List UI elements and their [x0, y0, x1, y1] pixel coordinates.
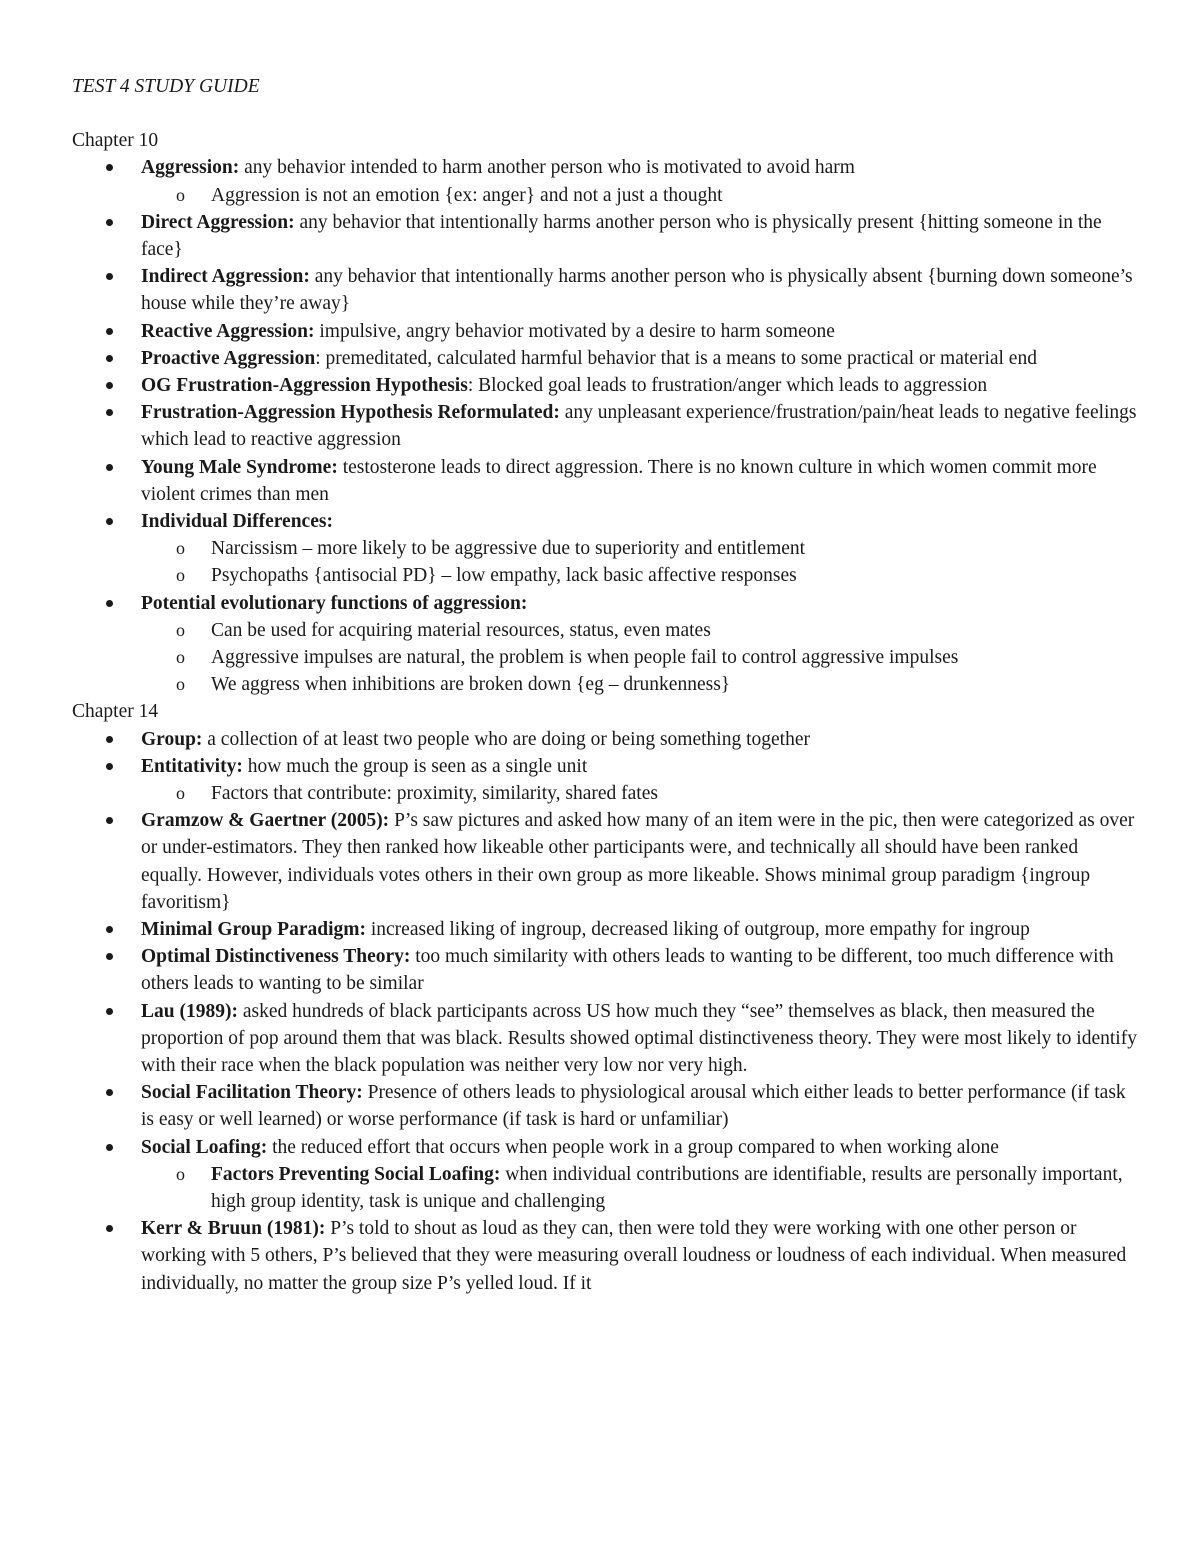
bullet-icon: [106, 273, 113, 280]
term-definition: increased liking of ingroup, decreased liking of outgroup, more empathy for ingroup: [365, 919, 1030, 941]
sub-item-text: Psychopaths {antisocial PD} – low empathy, lack basic affective responses: [211, 565, 797, 587]
bullet-icon: [106, 736, 113, 743]
circle-bullet-icon: o: [176, 184, 185, 205]
sub-item: [176, 617, 1140, 644]
term-definition: asked hundreds of black participants across US how much they “see” themselves as black, then measured the proportion of pop around them that was black. Results showed optimal distinctiveness theory. They were most likely to identify with their race when the black population was neither very low nor very high.: [141, 1000, 1137, 1077]
bullet-item: [141, 753, 1140, 807]
bullet-icon: [106, 817, 113, 824]
sub-list: [141, 1161, 1140, 1215]
sub-item-text: We aggress when inhibitions are broken down {eg – drunkenness}: [211, 674, 731, 696]
sub-item-text: when individual contributions are identifiable, results are personally important, high group identity, task is unique and challenging: [211, 1163, 1123, 1213]
bullet-icon: [106, 164, 113, 171]
bullet-icon: [106, 926, 113, 933]
sub-list: [141, 182, 1140, 209]
circle-bullet-icon: o: [176, 619, 185, 640]
bullet-item: [141, 1079, 1140, 1133]
term-label: Social Facilitation Theory:: [141, 1082, 363, 1104]
term-label: Indirect Aggression:: [141, 266, 310, 288]
bullet-icon: [106, 1008, 113, 1015]
sub-item-text: Aggression is not an emotion {ex: anger} and not a just a thought: [211, 184, 723, 206]
term-definition: any behavior that intentionally harms another person who is physically present {hitting someone in the face}: [141, 211, 1102, 260]
bullet-icon: [106, 1144, 113, 1151]
bullet-item: [141, 943, 1140, 997]
bullet-item: [141, 372, 1140, 399]
term-label: Proactive Aggression: [141, 347, 316, 369]
bullet-icon: [106, 953, 113, 960]
bullet-item: [141, 807, 1140, 916]
bullet-list: [72, 154, 1140, 698]
term-definition: : premeditated, calculated harmful behavior that is a means to some practical or material end: [315, 347, 1037, 369]
term-label: Individual Differences:: [141, 511, 333, 533]
chapter-heading: Chapter 14: [72, 701, 159, 723]
bullet-item: [141, 454, 1140, 508]
bullet-item: [141, 1215, 1140, 1297]
bullet-item: [141, 399, 1140, 453]
bullet-icon: [106, 1089, 113, 1096]
bullet-icon: [106, 518, 113, 525]
sub-item-text: Can be used for acquiring material resources, status, even mates: [211, 619, 711, 641]
sub-item: [176, 644, 1140, 671]
bullet-item: [141, 916, 1140, 943]
circle-bullet-icon: o: [176, 1163, 185, 1184]
bullet-item: [141, 590, 1140, 699]
sub-list: [141, 617, 1140, 699]
sub-item: [176, 182, 1140, 209]
sub-item: [176, 562, 1140, 589]
bullet-icon: [106, 1225, 113, 1232]
circle-bullet-icon: o: [176, 674, 185, 695]
bullet-icon: [106, 382, 113, 389]
sub-item-text: Aggressive impulses are natural, the problem is when people fail to control aggressive impulses: [211, 647, 959, 669]
bullet-icon: [106, 409, 113, 416]
term-label: Group:: [141, 728, 203, 750]
term-label: Minimal Group Paradigm:: [141, 919, 366, 941]
document-title: TEST 4 STUDY GUIDE: [72, 76, 260, 97]
bullet-icon: [106, 763, 113, 770]
bullet-item: [141, 726, 1140, 753]
term-definition: too much similarity with others leads to wanting to be different, too much difference with others leads to wanting to be similar: [141, 946, 1114, 995]
bullet-item: [141, 209, 1140, 263]
bullet-item: [141, 318, 1140, 345]
sub-list: [141, 535, 1140, 589]
term-label: Entitativity:: [141, 755, 243, 777]
term-label: Social Loafing:: [141, 1136, 268, 1158]
sub-item: [176, 780, 1140, 807]
sub-item: [176, 535, 1140, 562]
term-definition: a collection of at least two people who are doing or being something together: [202, 728, 810, 750]
circle-bullet-icon: o: [176, 538, 185, 559]
term-definition: how much the group is seen as a single unit: [242, 755, 588, 777]
bullet-icon: [106, 600, 113, 607]
bullet-icon: [106, 328, 113, 335]
term-label: Reactive Aggression:: [141, 320, 315, 342]
sub-item-text: Narcissism – more likely to be aggressive due to superiority and entitlement: [211, 538, 806, 560]
bullet-list: [72, 726, 1140, 1297]
circle-bullet-icon: o: [176, 565, 185, 586]
term-label: Potential evolutionary functions of aggression:: [141, 592, 528, 614]
chapters-container: [72, 127, 1140, 1297]
term-definition: impulsive, angry behavior motivated by a desire to harm someone: [314, 320, 835, 342]
chapter-heading: Chapter 10: [72, 130, 159, 152]
term-label: Aggression:: [141, 157, 240, 179]
bullet-item: [141, 154, 1140, 208]
bullet-item: [141, 1134, 1140, 1216]
sub-item: [176, 671, 1140, 698]
term-label: Optimal Distinctiveness Theory:: [141, 946, 411, 968]
term-definition: any unpleasant experience/frustration/pain/heat leads to negative feelings which lead to reactive aggression: [141, 402, 1137, 451]
circle-bullet-icon: o: [176, 647, 185, 668]
bullet-item: [141, 345, 1140, 372]
term-definition: testosterone leads to direct aggression. There is no known culture in which women commit more violent crimes than men: [141, 456, 1097, 505]
term-definition: P’s saw pictures and asked how many of an item were in the pic, then were categorized as over or under-estimators. They then ranked how likeable other participants were, and technically all should have been ranked equally. However, individuals votes others in their own group as more likeable. Shows minimal group paradigm {ingroup favoritism}: [141, 810, 1135, 913]
term-label: Gramzow & Gaertner (2005):: [141, 810, 390, 832]
bullet-icon: [106, 219, 113, 226]
bullet-icon: [106, 464, 113, 471]
sub-item: [176, 1161, 1140, 1215]
term-label: Kerr & Bruun (1981):: [141, 1218, 326, 1240]
term-label: Frustration-Aggression Hypothesis Reformulated:: [141, 402, 560, 424]
bullet-item: [141, 508, 1140, 590]
sub-list: [141, 780, 1140, 807]
circle-bullet-icon: o: [176, 783, 185, 804]
sub-term-label: Factors Preventing Social Loafing:: [211, 1163, 501, 1185]
term-definition: any behavior intended to harm another person who is motivated to avoid harm: [239, 157, 855, 179]
term-definition: : Blocked goal leads to frustration/anger which leads to aggression: [467, 375, 988, 396]
term-definition: Presence of others leads to physiological arousal which either leads to better performance (if task is easy or well learned) or worse performance (if task is hard or unfamiliar): [141, 1082, 1126, 1131]
term-definition: P’s told to shout as loud as they can, then were told they were working with one other person or working with 5 others, P’s believed that they were measuring overall loudness or loudness of each individual. When measured individually, no matter the group size P’s yelled loud. If it: [141, 1218, 1127, 1294]
term-label: Direct Aggression:: [141, 211, 295, 233]
term-label: Young Male Syndrome:: [141, 456, 338, 478]
bullet-item: [141, 263, 1140, 317]
term-definition: any behavior that intentionally harms another person who is physically absent {burning down someone’s house while they’re away}: [141, 266, 1133, 315]
bullet-item: [141, 998, 1140, 1080]
sub-item-text: Factors that contribute: proximity, similarity, shared fates: [211, 783, 658, 805]
bullet-icon: [106, 355, 113, 362]
term-label: OG Frustration-Aggression Hypothesis: [141, 375, 468, 396]
term-definition: the reduced effort that occurs when people work in a group compared to when working alone: [267, 1136, 999, 1158]
term-label: Lau (1989):: [141, 1000, 238, 1022]
